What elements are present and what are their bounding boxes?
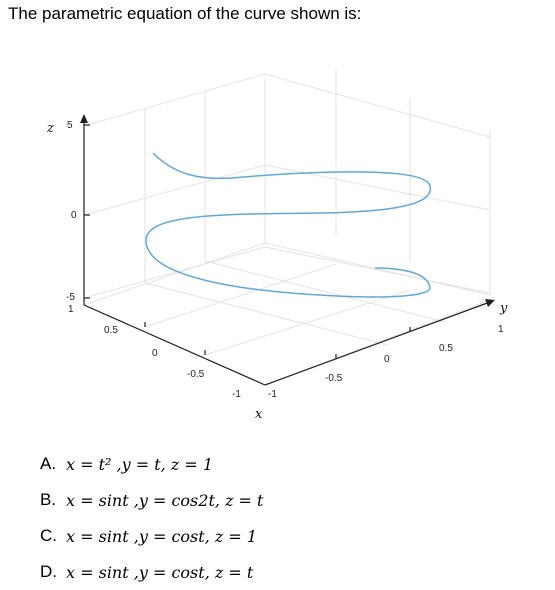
plot-grid	[84, 70, 490, 385]
y-tick-label: 1	[498, 324, 504, 335]
helix-curve	[146, 153, 430, 297]
option-letter: D.	[40, 562, 57, 581]
x-tick-label: 0.5	[104, 325, 118, 336]
z-tick-label: 5	[67, 120, 73, 131]
y-tick-label: -1	[268, 389, 277, 400]
option-equation: x = t² ,y = t, z = 1	[66, 454, 214, 474]
y-tick-label: 0	[384, 354, 390, 365]
option-equation: x = sint ,y = cost, z = t	[66, 562, 254, 582]
option-letter: B.	[40, 490, 57, 509]
y-axis	[265, 302, 490, 385]
y-axis-label: y	[500, 301, 508, 316]
question-text: The parametric equation of the curve shown is:	[8, 4, 362, 23]
option-c[interactable]	[40, 518, 263, 554]
y-tick-label: -0.5	[325, 373, 343, 384]
option-equation: x = sint ,y = cost, z = 1	[66, 526, 258, 546]
x-tick-label: -1	[232, 389, 241, 400]
y-tick-label: 0.5	[439, 343, 453, 354]
option-letter: A.	[40, 454, 57, 473]
z-axis-label: z	[47, 121, 54, 136]
y-axis-arrow	[485, 299, 495, 307]
option-letter: C.	[40, 526, 57, 545]
x-axis-label: x	[255, 407, 263, 422]
z-tick-label: 0	[71, 210, 77, 221]
z-axis-arrow	[80, 114, 88, 123]
option-a[interactable]	[40, 446, 263, 482]
option-equation: x = sint ,y = cos2t, z = t	[66, 490, 264, 510]
option-b[interactable]	[40, 482, 263, 518]
x-tick-label: -0.5	[187, 369, 205, 380]
z-tick-label: -5	[66, 292, 75, 303]
x-tick-label: 1	[68, 304, 74, 315]
answer-options	[40, 446, 263, 590]
option-d[interactable]	[40, 554, 263, 590]
x-tick-label: 0	[152, 348, 158, 359]
